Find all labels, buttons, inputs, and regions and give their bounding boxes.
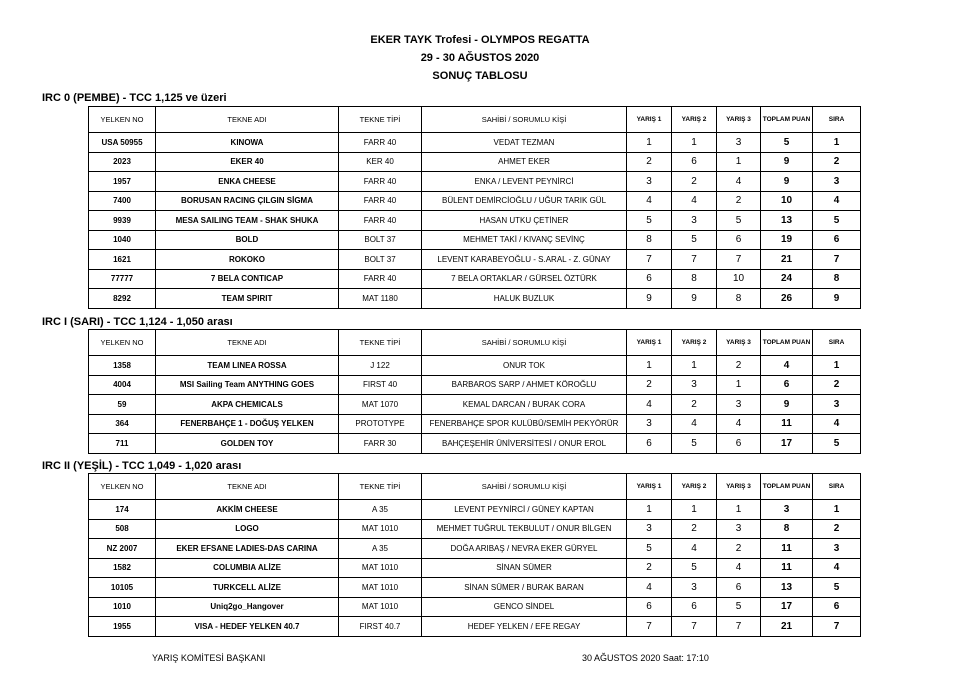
- table-row: [89, 617, 861, 637]
- boat-type: MAT 1010: [339, 558, 422, 578]
- rank: 4: [813, 558, 861, 578]
- boat-name: 7 BELA CONTICAP: [156, 269, 339, 289]
- race-2-score: 4: [672, 191, 717, 211]
- sail-number: 1621: [89, 250, 156, 270]
- race-3-score: 8: [717, 289, 761, 309]
- column-header-race2: YARIŞ 2: [672, 474, 717, 500]
- column-header-boat-type: TEKNE TİPİ: [339, 330, 422, 356]
- sail-number: 1955: [89, 617, 156, 637]
- sail-number: 1582: [89, 558, 156, 578]
- rank: 2: [813, 152, 861, 172]
- race-3-score: 5: [717, 211, 761, 231]
- boat-type: FARR 30: [339, 434, 422, 454]
- rank: 5: [813, 211, 861, 231]
- boat-name: ENKA CHEESE: [156, 172, 339, 192]
- boat-type: A 35: [339, 539, 422, 559]
- boat-type: A 35: [339, 500, 422, 520]
- owner: HASAN UTKU ÇETİNER: [422, 211, 627, 231]
- race-1-score: 2: [627, 152, 672, 172]
- boat-type: MAT 1070: [339, 395, 422, 415]
- boat-name: AKPA CHEMICALS: [156, 395, 339, 415]
- race-3-score: 4: [717, 172, 761, 192]
- race-2-score: 4: [672, 414, 717, 434]
- boat-name: EKER EFSANE LADIES-DAS CARINA: [156, 539, 339, 559]
- boat-name: Uniq2go_Hangover: [156, 597, 339, 617]
- total-points: 13: [761, 578, 813, 598]
- rank: 4: [813, 191, 861, 211]
- owner: ENKA / LEVENT PEYNİRCİ: [422, 172, 627, 192]
- race-3-score: 5: [717, 597, 761, 617]
- column-header-rank: SIRA: [813, 330, 861, 356]
- boat-name: TEAM SPIRIT: [156, 289, 339, 309]
- owner: MEHMET TAKİ / KIVANÇ SEVİNÇ: [422, 230, 627, 250]
- boat-type: KER 40: [339, 152, 422, 172]
- table-row: [89, 519, 861, 539]
- race-2-score: 5: [672, 230, 717, 250]
- column-header-owner: SAHİBİ / SORUMLU KİŞİ: [422, 330, 627, 356]
- race-1-score: 3: [627, 414, 672, 434]
- race-3-score: 7: [717, 250, 761, 270]
- column-header-boat-name: TEKNE ADI: [156, 330, 339, 356]
- total-points: 19: [761, 230, 813, 250]
- race-2-score: 3: [672, 578, 717, 598]
- rank: 4: [813, 414, 861, 434]
- race-3-score: 3: [717, 133, 761, 153]
- race-3-score: 4: [717, 558, 761, 578]
- column-header-race3: YARIŞ 3: [717, 474, 761, 500]
- boat-name: LOGO: [156, 519, 339, 539]
- boat-name: BOLD: [156, 230, 339, 250]
- table-row: [89, 578, 861, 598]
- table-row: [89, 211, 861, 231]
- total-points: 17: [761, 434, 813, 454]
- rank: 7: [813, 250, 861, 270]
- race-1-score: 8: [627, 230, 672, 250]
- column-header-total: TOPLAM PUAN: [761, 474, 813, 500]
- document-title: EKER TAYK Trofesi - OLYMPOS REGATTA: [370, 34, 590, 46]
- column-header-race3: YARIŞ 3: [717, 107, 761, 133]
- committee-chair-label: YARIŞ KOMİTESİ BAŞKANI: [152, 653, 266, 663]
- owner: 7 BELA ORTAKLAR / GÜRSEL ÖZTÜRK: [422, 269, 627, 289]
- total-points: 4: [761, 356, 813, 376]
- race-1-score: 9: [627, 289, 672, 309]
- total-points: 11: [761, 539, 813, 559]
- boat-type: MAT 1010: [339, 578, 422, 598]
- race-2-score: 1: [672, 500, 717, 520]
- rank: 3: [813, 395, 861, 415]
- race-1-score: 1: [627, 356, 672, 376]
- boat-type: MAT 1010: [339, 519, 422, 539]
- race-2-score: 7: [672, 250, 717, 270]
- table-header-row: [89, 474, 861, 500]
- table-row: [89, 539, 861, 559]
- rank: 3: [813, 539, 861, 559]
- column-header-race3: YARIŞ 3: [717, 330, 761, 356]
- owner: GENCO SİNDEL: [422, 597, 627, 617]
- race-3-score: 1: [717, 500, 761, 520]
- column-header-race1: YARIŞ 1: [627, 474, 672, 500]
- boat-name: MESA SAILING TEAM - SHAK SHUKA: [156, 211, 339, 231]
- race-1-score: 6: [627, 434, 672, 454]
- rank: 3: [813, 172, 861, 192]
- column-header-boat-name: TEKNE ADI: [156, 474, 339, 500]
- total-points: 21: [761, 250, 813, 270]
- rank: 1: [813, 133, 861, 153]
- total-points: 11: [761, 558, 813, 578]
- results-table: [88, 329, 861, 454]
- table-row: [89, 434, 861, 454]
- owner: LEVENT KARABEYOĞLU - S.ARAL - Z. GÜNAY: [422, 250, 627, 270]
- column-header-boat-name: TEKNE ADI: [156, 107, 339, 133]
- boat-name: VISA - HEDEF YELKEN 40.7: [156, 617, 339, 637]
- race-3-score: 10: [717, 269, 761, 289]
- race-2-score: 2: [672, 519, 717, 539]
- section-title: IRC 0 (PEMBE) - TCC 1,125 ve üzeri: [42, 92, 227, 104]
- owner: KEMAL DARCAN / BURAK CORA: [422, 395, 627, 415]
- rank: 2: [813, 375, 861, 395]
- results-table: [88, 106, 861, 309]
- column-header-total: TOPLAM PUAN: [761, 107, 813, 133]
- table-header-row: [89, 107, 861, 133]
- race-1-score: 5: [627, 211, 672, 231]
- race-3-score: 4: [717, 414, 761, 434]
- race-2-score: 7: [672, 617, 717, 637]
- race-2-score: 5: [672, 558, 717, 578]
- boat-name: GOLDEN TOY: [156, 434, 339, 454]
- owner: VEDAT TEZMAN: [422, 133, 627, 153]
- sail-number: 711: [89, 434, 156, 454]
- race-2-score: 6: [672, 597, 717, 617]
- column-header-boat-type: TEKNE TİPİ: [339, 474, 422, 500]
- column-header-sail-no: YELKEN NO: [89, 330, 156, 356]
- column-header-rank: SIRA: [813, 474, 861, 500]
- table-row: [89, 375, 861, 395]
- owner: DOĞA ARIBAŞ / NEVRA EKER GÜRYEL: [422, 539, 627, 559]
- boat-name: ROKOKO: [156, 250, 339, 270]
- sail-number: 1010: [89, 597, 156, 617]
- owner: HEDEF YELKEN / EFE REGAY: [422, 617, 627, 637]
- race-3-score: 3: [717, 395, 761, 415]
- total-points: 26: [761, 289, 813, 309]
- sail-number: 364: [89, 414, 156, 434]
- race-2-score: 1: [672, 356, 717, 376]
- sail-number: USA 50955: [89, 133, 156, 153]
- sail-number: 1040: [89, 230, 156, 250]
- race-1-score: 4: [627, 191, 672, 211]
- column-header-race2: YARIŞ 2: [672, 330, 717, 356]
- table-row: [89, 500, 861, 520]
- owner: ONUR TOK: [422, 356, 627, 376]
- total-points: 11: [761, 414, 813, 434]
- race-3-score: 1: [717, 375, 761, 395]
- boat-name: BORUSAN RACING ÇILGIN SİGMA: [156, 191, 339, 211]
- race-3-score: 1: [717, 152, 761, 172]
- column-header-sail-no: YELKEN NO: [89, 107, 156, 133]
- total-points: 5: [761, 133, 813, 153]
- boat-type: FARR 40: [339, 211, 422, 231]
- owner: FENERBAHÇE SPOR KULÜBÜ/SEMİH PEKYÖRÜR: [422, 414, 627, 434]
- table-row: [89, 191, 861, 211]
- table-row: [89, 250, 861, 270]
- race-1-score: 5: [627, 539, 672, 559]
- race-1-score: 7: [627, 617, 672, 637]
- owner: MEHMET TUĞRUL TEKBULUT / ONUR BİLGEN: [422, 519, 627, 539]
- boat-type: J 122: [339, 356, 422, 376]
- boat-name: AKKİM CHEESE: [156, 500, 339, 520]
- boat-name: TURKCELL ALİZE: [156, 578, 339, 598]
- sail-number: 4004: [89, 375, 156, 395]
- sail-number: NZ 2007: [89, 539, 156, 559]
- sail-number: 77777: [89, 269, 156, 289]
- owner: HALUK BUZLUK: [422, 289, 627, 309]
- sail-number: 8292: [89, 289, 156, 309]
- table-row: [89, 269, 861, 289]
- total-points: 10: [761, 191, 813, 211]
- sail-number: 1358: [89, 356, 156, 376]
- rank: 5: [813, 578, 861, 598]
- sail-number: 508: [89, 519, 156, 539]
- results-table: [88, 473, 861, 637]
- table-row: [89, 230, 861, 250]
- boat-type: FIRST 40: [339, 375, 422, 395]
- table-row: [89, 172, 861, 192]
- owner: SİNAN SÜMER / BURAK BARAN: [422, 578, 627, 598]
- column-header-race1: YARIŞ 1: [627, 107, 672, 133]
- race-2-score: 9: [672, 289, 717, 309]
- race-1-score: 7: [627, 250, 672, 270]
- owner: BÜLENT DEMİRCİOĞLU / UĞUR TARIK GÜL: [422, 191, 627, 211]
- sail-number: 174: [89, 500, 156, 520]
- sail-number: 9939: [89, 211, 156, 231]
- boat-name: COLUMBIA ALİZE: [156, 558, 339, 578]
- race-3-score: 2: [717, 191, 761, 211]
- total-points: 13: [761, 211, 813, 231]
- race-1-score: 4: [627, 578, 672, 598]
- total-points: 6: [761, 375, 813, 395]
- boat-type: BOLT 37: [339, 250, 422, 270]
- owner: BARBAROS SARP / AHMET KÖROĞLU: [422, 375, 627, 395]
- race-2-score: 5: [672, 434, 717, 454]
- rank: 5: [813, 434, 861, 454]
- race-1-score: 2: [627, 558, 672, 578]
- boat-type: FARR 40: [339, 133, 422, 153]
- race-3-score: 6: [717, 578, 761, 598]
- boat-type: MAT 1180: [339, 289, 422, 309]
- total-points: 9: [761, 395, 813, 415]
- document-date: 29 - 30 AĞUSTOS 2020: [420, 52, 540, 64]
- race-3-score: 2: [717, 356, 761, 376]
- rank: 6: [813, 597, 861, 617]
- timestamp: 30 AĞUSTOS 2020 Saat: 17:10: [582, 653, 709, 663]
- boat-type: FARR 40: [339, 172, 422, 192]
- race-1-score: 1: [627, 500, 672, 520]
- boat-type: FARR 40: [339, 191, 422, 211]
- rank: 1: [813, 500, 861, 520]
- race-1-score: 1: [627, 133, 672, 153]
- sail-number: 10105: [89, 578, 156, 598]
- section-title: IRC I (SARI) - TCC 1,124 - 1,050 arası: [42, 316, 233, 328]
- boat-type: FARR 40: [339, 269, 422, 289]
- owner: AHMET EKER: [422, 152, 627, 172]
- column-header-owner: SAHİBİ / SORUMLU KİŞİ: [422, 474, 627, 500]
- table-row: [89, 356, 861, 376]
- column-header-rank: SIRA: [813, 107, 861, 133]
- race-2-score: 3: [672, 375, 717, 395]
- race-3-score: 6: [717, 230, 761, 250]
- boat-name: MSI Sailing Team ANYTHING GOES: [156, 375, 339, 395]
- owner: BAHÇEŞEHİR ÜNİVERSİTESİ / ONUR EROL: [422, 434, 627, 454]
- table-row: [89, 558, 861, 578]
- owner: SİNAN SÜMER: [422, 558, 627, 578]
- boat-name: EKER 40: [156, 152, 339, 172]
- sail-number: 2023: [89, 152, 156, 172]
- table-row: [89, 133, 861, 153]
- column-header-owner: SAHİBİ / SORUMLU KİŞİ: [422, 107, 627, 133]
- table-row: [89, 414, 861, 434]
- race-1-score: 3: [627, 519, 672, 539]
- race-2-score: 2: [672, 172, 717, 192]
- race-1-score: 6: [627, 597, 672, 617]
- section-title: IRC II (YEŞİL) - TCC 1,049 - 1,020 arası: [42, 460, 242, 472]
- total-points: 3: [761, 500, 813, 520]
- boat-type: BOLT 37: [339, 230, 422, 250]
- total-points: 9: [761, 172, 813, 192]
- table-row: [89, 597, 861, 617]
- column-header-race2: YARIŞ 2: [672, 107, 717, 133]
- boat-name: FENERBAHÇE 1 - DOĞUŞ YELKEN: [156, 414, 339, 434]
- race-2-score: 6: [672, 152, 717, 172]
- rank: 9: [813, 289, 861, 309]
- race-1-score: 3: [627, 172, 672, 192]
- race-2-score: 2: [672, 395, 717, 415]
- rank: 8: [813, 269, 861, 289]
- race-2-score: 8: [672, 269, 717, 289]
- sail-number: 59: [89, 395, 156, 415]
- column-header-race1: YARIŞ 1: [627, 330, 672, 356]
- column-header-boat-type: TEKNE TİPİ: [339, 107, 422, 133]
- boat-name: TEAM LINEA ROSSA: [156, 356, 339, 376]
- race-2-score: 3: [672, 211, 717, 231]
- race-1-score: 4: [627, 395, 672, 415]
- total-points: 8: [761, 519, 813, 539]
- boat-type: PROTOTYPE: [339, 414, 422, 434]
- column-header-total: TOPLAM PUAN: [761, 330, 813, 356]
- boat-type: MAT 1010: [339, 597, 422, 617]
- table-header-row: [89, 330, 861, 356]
- total-points: 24: [761, 269, 813, 289]
- sail-number: 1957: [89, 172, 156, 192]
- table-row: [89, 152, 861, 172]
- rank: 1: [813, 356, 861, 376]
- race-2-score: 1: [672, 133, 717, 153]
- rank: 7: [813, 617, 861, 637]
- sail-number: 7400: [89, 191, 156, 211]
- column-header-sail-no: YELKEN NO: [89, 474, 156, 500]
- race-3-score: 2: [717, 539, 761, 559]
- boat-name: KINOWA: [156, 133, 339, 153]
- race-3-score: 7: [717, 617, 761, 637]
- rank: 6: [813, 230, 861, 250]
- race-1-score: 2: [627, 375, 672, 395]
- race-1-score: 6: [627, 269, 672, 289]
- owner: LEVENT PEYNİRCİ / GÜNEY KAPTAN: [422, 500, 627, 520]
- boat-type: FIRST 40.7: [339, 617, 422, 637]
- table-row: [89, 289, 861, 309]
- rank: 2: [813, 519, 861, 539]
- table-row: [89, 395, 861, 415]
- race-2-score: 4: [672, 539, 717, 559]
- race-3-score: 6: [717, 434, 761, 454]
- total-points: 17: [761, 597, 813, 617]
- total-points: 9: [761, 152, 813, 172]
- document-subtitle: SONUÇ TABLOSU: [432, 70, 528, 82]
- race-3-score: 3: [717, 519, 761, 539]
- total-points: 21: [761, 617, 813, 637]
